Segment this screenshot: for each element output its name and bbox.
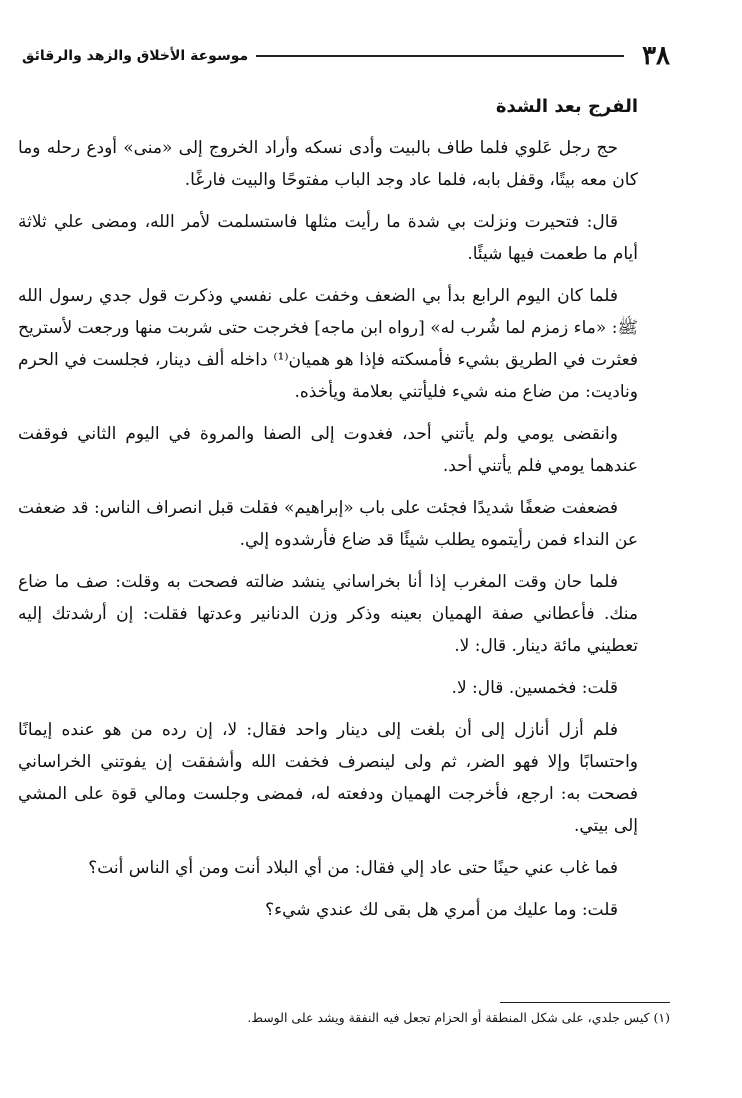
page-header [22,38,670,74]
section-title: الفرج بعد الشدة [495,96,638,117]
paragraph-5: فضعفت ضعفًا شديدًا فجئت على باب «إبراهيم» فقلت قبل انصراف الناس: قد ضعفت عن النداء فمن رأيتموه يطلب شيئًا قد ضاع فأرشدوه إلي. [18,498,638,550]
paragraph-4: وانقضى يومي ولم يأتني أحد، فغدوت إلى الصفا والمروة في اليوم الثاني فوقفت عندهما يومي فلم يأتني أحد. [18,424,638,476]
paragraph-8: فلم أزل أنازل إلى أن بلغت إلى دينار واحد فقال: لا، إن رده من هو عنده إيمانًا واحتسابًا وإلا فهو الضر، ثم ولى لينصرف فخفت الله وأشفقت إن يفوتني الخراساني فصحت به: ارجع، فأخرجت الهميان ودفعته له، فمضى وجلست ومالي قوة على المشي إلى بيتي. [18,720,638,836]
main-content [18,92,638,936]
paragraph-7: قلت: فخمسين. قال: لا. [451,678,618,698]
paragraph-2: قال: فتحيرت ونزلت بي شدة ما رأيت مثلها فاستسلمت لأمر الله، ومضى علي ثلاثة أيام ما طعمت فيها شيئًا. [18,212,638,264]
footnote-rule [500,1002,670,1003]
header-rule [256,55,624,57]
paragraph-3: فلما كان اليوم الرابع بدأ بي الضعف وخفت على نفسي وذكرت قول جدي رسول الله ﷺ: «ماء زمزم لما شُرب له» [رواه ابن ماجه] فخرجت حتى شربت منها ورجعت لأستريح فعثرت في الطريق بشيء فأمسكته فإذا هو هميان⁽¹⁾ داخله ألف دينار، فجلست في الحرم وناديت: من ضاع منه شيء فليأتني بعلامة ويأخذه. [18,286,638,402]
paragraph-1: حج رجل عَلوي فلما طاف بالبيت وأدى نسكه وأراد الخروج إلى «منى» أودع رحله وما كان معه بيتًا، وقفل بابه، فلما عاد وجد الباب مفتوحًا والبيت فارغًا. [18,138,638,190]
paragraph-9: فما غاب عني حينًا حتى عاد إلي فقال: من أي البلاد أنت ومن أي الناس أنت؟ [88,858,618,878]
footnote: (١) كيس جلدي، على شكل المنطقة أو الحزام تجعل فيه النفقة ويشد على الوسط. [247,1010,670,1025]
paragraph-10: قلت: وما عليك من أمري هل بقى لك عندي شيء؟ [265,900,618,920]
book-title: موسوعة الأخلاق والزهد والرقائق [22,48,249,64]
page-number: ٣٨ [642,41,670,71]
paragraph-6: فلما حان وقت المغرب إذا أنا بخراساني ينشد ضالته فصحت به وقلت: صف ما ضاع منك. فأعطاني صفة الهميان بعينه وذكر وزن الدنانير وعدتها فقلت: إن أرشدتك إليه تعطيني مائة دينار. قال: لا. [18,572,638,656]
